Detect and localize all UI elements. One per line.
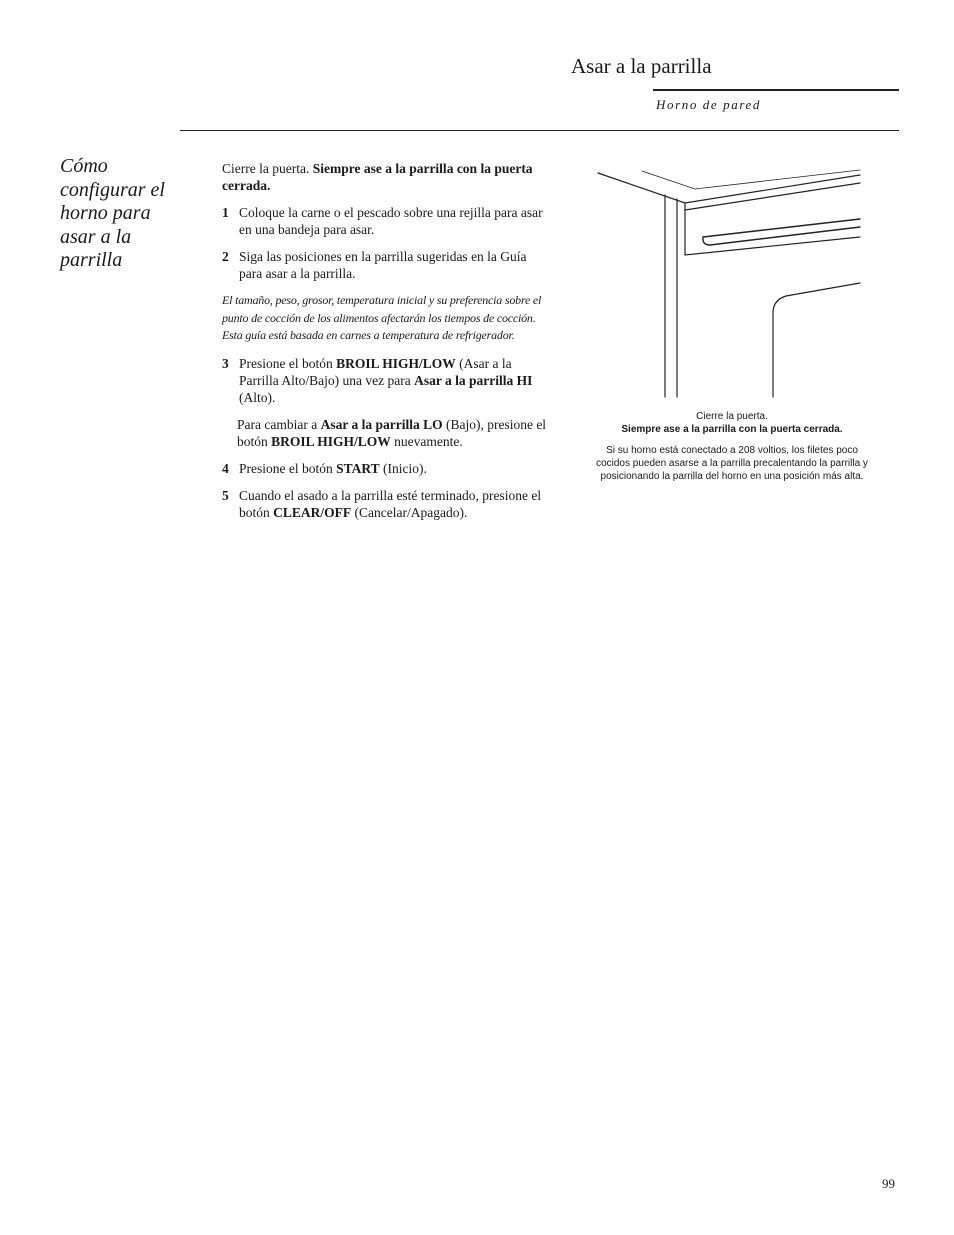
step-number: 5 — [222, 487, 229, 503]
intro-bold: Siempre ase a la parrilla con la puerta cerrada. — [222, 161, 533, 193]
header-subtitle: Horno de pared — [656, 97, 761, 112]
section-title: Cómo configurar el horno para asar a la parrilla — [60, 155, 165, 271]
page-number: 99 — [882, 1176, 895, 1191]
caption-note: Si su horno está conectado a 208 voltios, los filetes poco cocidos pueden asarse a la parrilla precalentando la parrilla y posicionando la parrilla del horno en una posición más alta. — [596, 445, 868, 482]
step-2 — [222, 248, 552, 282]
figure-caption — [596, 410, 868, 483]
broil-lo-label: Asar a la parrilla LO — [320, 416, 443, 432]
step-text: Presione el botón — [239, 460, 337, 476]
sub-text: Para cambiar a — [237, 416, 321, 432]
oven-handle — [703, 219, 860, 245]
oven-top-inner — [642, 170, 860, 189]
intro-text: Cierre la puerta. — [222, 161, 313, 176]
sub-text: nuevamente. — [390, 433, 463, 449]
start-button-label: START — [336, 460, 380, 476]
step-number: 4 — [222, 460, 229, 476]
step-text: (Alto). — [239, 389, 276, 405]
clear-off-button-label: CLEAR/OFF — [273, 504, 352, 520]
oven-door-panel — [685, 210, 860, 255]
step-text: Presione el botón — [239, 355, 337, 371]
step-text: (Inicio). — [379, 460, 427, 476]
instructions — [222, 160, 552, 531]
header-title: Asar a la parrilla — [571, 54, 712, 78]
broil-lo-instruction — [222, 416, 552, 450]
header-rule — [653, 89, 899, 91]
step-5 — [222, 487, 552, 521]
step-text: Coloque la carne o el pescado sobre una rejilla para asar en una bandeja para asar. — [239, 205, 543, 237]
step-text: Siga las posiciones en la parrilla sugeridas en la Guía para asar a la parrilla. — [239, 249, 527, 281]
caption-line: Cierre la puerta. — [696, 411, 768, 422]
step-1 — [222, 204, 552, 238]
intro-paragraph — [222, 160, 552, 194]
cooking-note: El tamaño, peso, grosor, temperatura inicial y su preferencia sobre el punto de cocción de los alimentos afectarán los tiempos de cocción. Esta guía está basada en carnes a temperatura de refrigerador. — [222, 293, 542, 342]
broil-button-label: BROIL HIGH/LOW — [271, 433, 391, 449]
oven-door-illustration — [590, 165, 870, 405]
broil-button-label: BROIL HIGH/LOW — [336, 355, 456, 371]
step-text: (Asar a la Parrilla Alto/Bajo) una vez para — [239, 355, 512, 388]
step-4 — [222, 460, 552, 477]
step-text: (Cancelar/Apagado). — [351, 504, 468, 520]
broil-hi-label: Asar a la parrilla HI — [414, 372, 533, 388]
step-number: 2 — [222, 249, 229, 264]
oven-window — [773, 283, 860, 397]
step-number: 3 — [222, 355, 229, 371]
caption-bold: Siempre ase a la parrilla con la puerta cerrada. — [621, 424, 843, 435]
step-number: 1 — [222, 205, 229, 220]
oven-top-edge — [598, 173, 860, 203]
step-text: Cuando el asado a la parrilla esté terminado, presione el botón — [239, 487, 542, 520]
section-divider — [180, 130, 899, 131]
step-3 — [222, 355, 552, 406]
sub-text: (Bajo), presione el botón — [237, 416, 547, 449]
